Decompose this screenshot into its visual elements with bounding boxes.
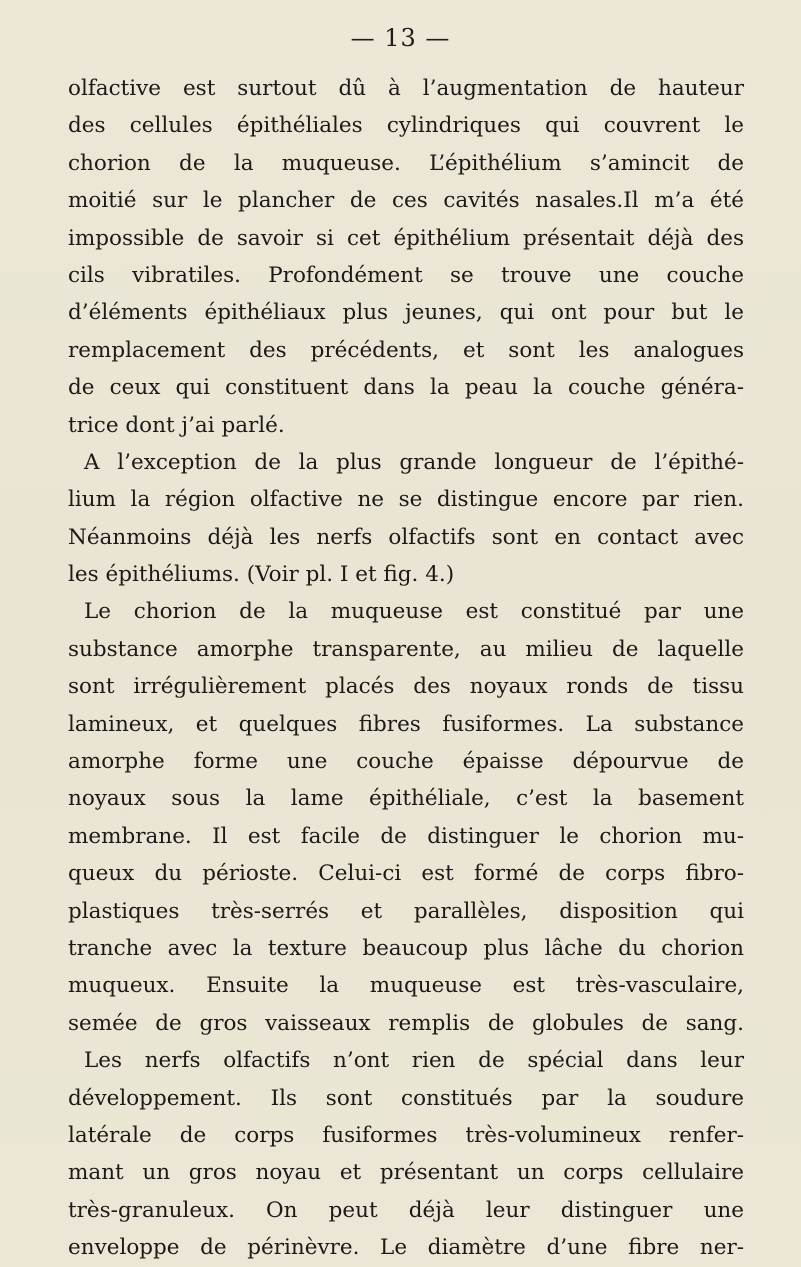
page-number: — 13 — xyxy=(350,24,451,52)
text-line: remplacement des précédents, et sont les analogues xyxy=(68,337,744,363)
text-line: substance amorphe transparente, au milieu de laquelle xyxy=(68,636,744,662)
text-line: A l’exception de la plus grande longueur de l’épithé- xyxy=(84,449,744,475)
text-line: olfactive est surtout dû à l’augmentation de hauteur xyxy=(68,76,744,101)
text-line: les épithéliums. (Voir pl. I et fig. 4.) xyxy=(68,562,455,588)
text-line: tranche avec la texture beaucoup plus lâche du chorion xyxy=(68,935,744,961)
text-line: cils vibratiles. Profondément se trouve une couche xyxy=(68,262,744,288)
text-line: très-granuleux. On peut déjà leur distinguer une xyxy=(68,1197,744,1223)
text-line: enveloppe de périnèvre. Le diamètre d’une fibre ner- xyxy=(68,1235,744,1261)
text-line: Le chorion de la muqueuse est constitué par une xyxy=(84,599,744,625)
text-line: plastiques très-serrés et parallèles, disposition qui xyxy=(68,898,744,924)
text-line: noyaux sous la lame épithéliale, c’est la basement xyxy=(68,786,744,812)
text-line: impossible de savoir si cet épithélium présentait déjà des xyxy=(68,225,744,251)
text-line: semée de gros vaisseaux remplis de globules de sang. xyxy=(68,1010,744,1036)
text-line: Les nerfs olfactifs n’ont rien de spécial dans leur xyxy=(84,1048,744,1074)
text-line: d’éléments épithéliaux plus jeunes, qui ont pour but le xyxy=(68,300,744,326)
text-line: lium la région olfactive ne se distingue encore par rien. xyxy=(68,487,744,513)
text-line: queux du périoste. Celui-ci est formé de corps fibro- xyxy=(68,861,744,887)
text-line: développement. Ils sont constitués par la soudure xyxy=(68,1085,744,1111)
text-line: moitié sur le plancher de ces cavités nasales.Il m’a été xyxy=(68,188,744,214)
body-text xyxy=(68,70,744,1267)
text-line: latérale de corps fusiformes très-volumineux renfer- xyxy=(68,1122,744,1148)
text-line: lamineux, et quelques fibres fusiformes. La substance xyxy=(68,711,744,737)
text-line: des cellules épithéliales cylindriques qui couvrent le xyxy=(68,113,744,139)
text-line: trice dont j’ai parlé. xyxy=(68,412,285,438)
text-line: sont irrégulièrement placés des noyaux ronds de tissu xyxy=(68,674,744,700)
text-line: amorphe forme une couche épaisse dépourvue de xyxy=(68,749,744,775)
text-line: muqueux. Ensuite la muqueuse est très-vasculaire, xyxy=(68,973,744,999)
text-line: Néanmoins déjà les nerfs olfactifs sont en contact avec xyxy=(68,524,744,550)
text-line: chorion de la muqueuse. L’épithélium s’amincit de xyxy=(68,150,744,176)
text-line: mant un gros noyau et présentant un corps cellulaire xyxy=(68,1160,744,1186)
text-line: de ceux qui constituent dans la peau la couche généra- xyxy=(68,375,744,401)
text-line: membrane. Il est facile de distinguer le chorion mu- xyxy=(68,823,744,849)
